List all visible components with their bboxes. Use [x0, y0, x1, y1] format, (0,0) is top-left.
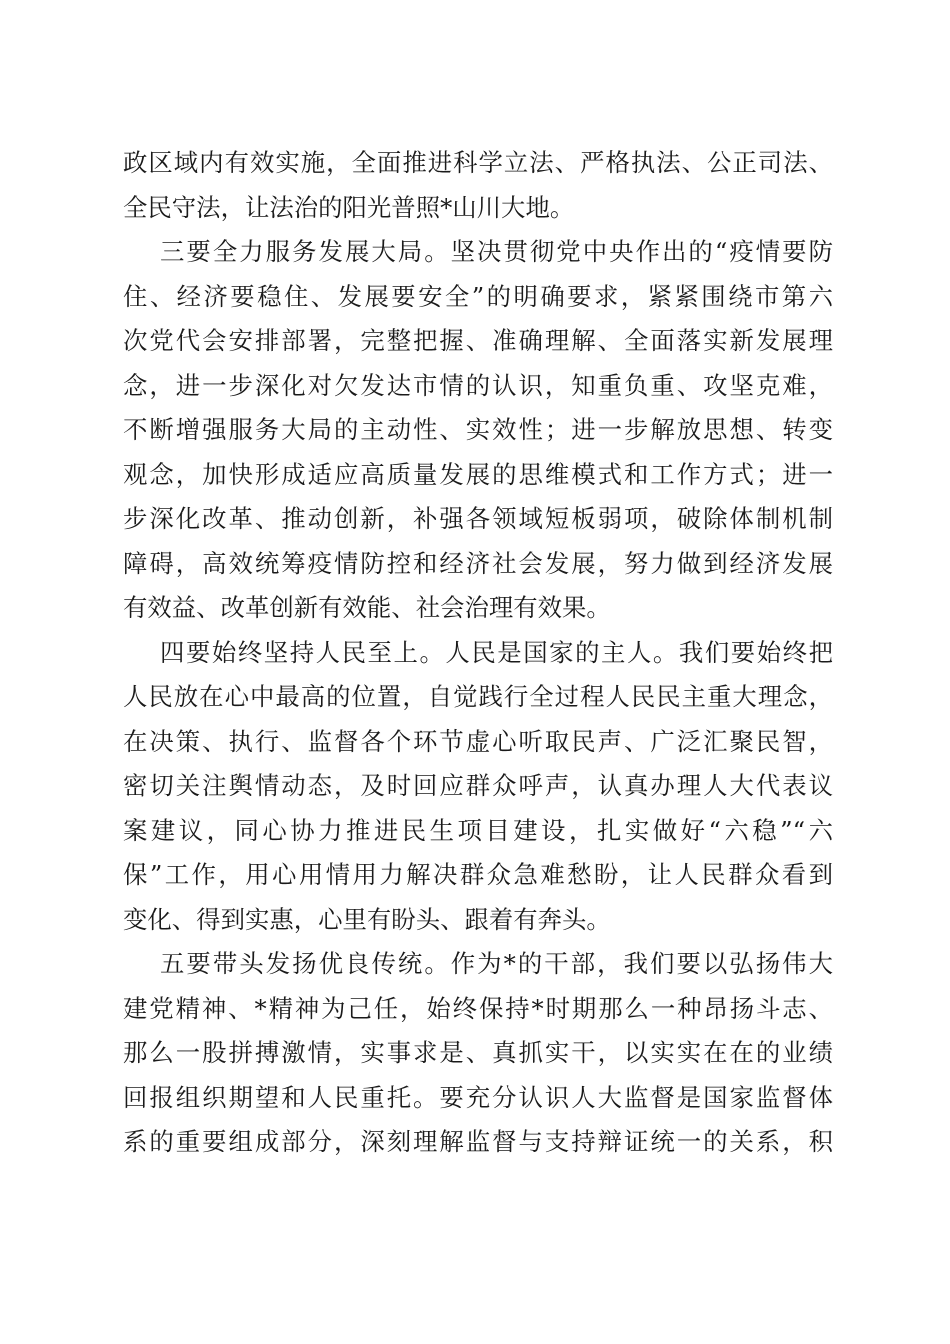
text-line: 观念，加快形成适应高质量发展的思维模式和工作方式；进一 [123, 460, 833, 489]
text-line: 念，进一步深化对欠发达市情的认识，知重负重、攻坚克难， [123, 371, 833, 400]
paragraph-first-line: 三要全力服务发展大局。坚决贯彻党中央作出的“疫情要防 [160, 237, 833, 266]
text-line: 建党精神、*精神为己任，始终保持*时期那么一种昂扬斗志、 [123, 994, 833, 1023]
text-line: 次党代会安排部署，完整把握、准确理解、全面落实新发展理 [123, 326, 833, 355]
text-line: 政区域内有效实施，全面推进科学立法、严格执法、公正司法、 [123, 148, 833, 177]
text-line: 有效益、改革创新有效能、社会治理有效果。 [123, 593, 611, 622]
text-line: 那么一股拼搏激情，实事求是、真抓实干，以实实在在的业绩 [123, 1038, 833, 1067]
text-line: 障碍，高效统筹疫情防控和经济社会发展，努力做到经济发展 [123, 549, 833, 578]
text-line: 在决策、执行、监督各个环节虚心听取民声、广泛汇聚民智， [123, 727, 833, 756]
text-line: 全民守法，让法治的阳光普照*山川大地。 [123, 193, 575, 222]
text-line: 回报组织期望和人民重托。要充分认识人大监督是国家监督体 [123, 1083, 833, 1112]
text-line: 案建议，同心协力推进民生项目建设，扎实做好“六稳”“六 [123, 816, 833, 845]
text-line: 变化、得到实惠，心里有盼头、跟着有奔头。 [123, 905, 611, 934]
text-line: 步深化改革、推动创新，补强各领域短板弱项，破除体制机制 [123, 504, 833, 533]
paragraph-first-line: 五要带头发扬优良传统。作为*的干部，我们要以弘扬伟大 [160, 949, 833, 978]
paragraph-first-line: 四要始终坚持人民至上。人民是国家的主人。我们要始终把 [160, 638, 833, 667]
text-line: 保”工作，用心用情用力解决群众急难愁盼，让人民群众看到 [123, 860, 833, 889]
text-line: 系的重要组成部分，深刻理解监督与支持辩证统一的关系，积 [123, 1127, 833, 1156]
text-line: 住、经济要稳住、发展要安全”的明确要求，紧紧围绕市第六 [123, 282, 833, 311]
text-line: 人民放在心中最高的位置，自觉践行全过程人民民主重大理念， [123, 682, 833, 711]
text-line: 不断增强服务大局的主动性、实效性；进一步解放思想、转变 [123, 415, 833, 444]
text-line: 密切关注舆情动态，及时回应群众呼声，认真办理人大代表议 [123, 771, 833, 800]
